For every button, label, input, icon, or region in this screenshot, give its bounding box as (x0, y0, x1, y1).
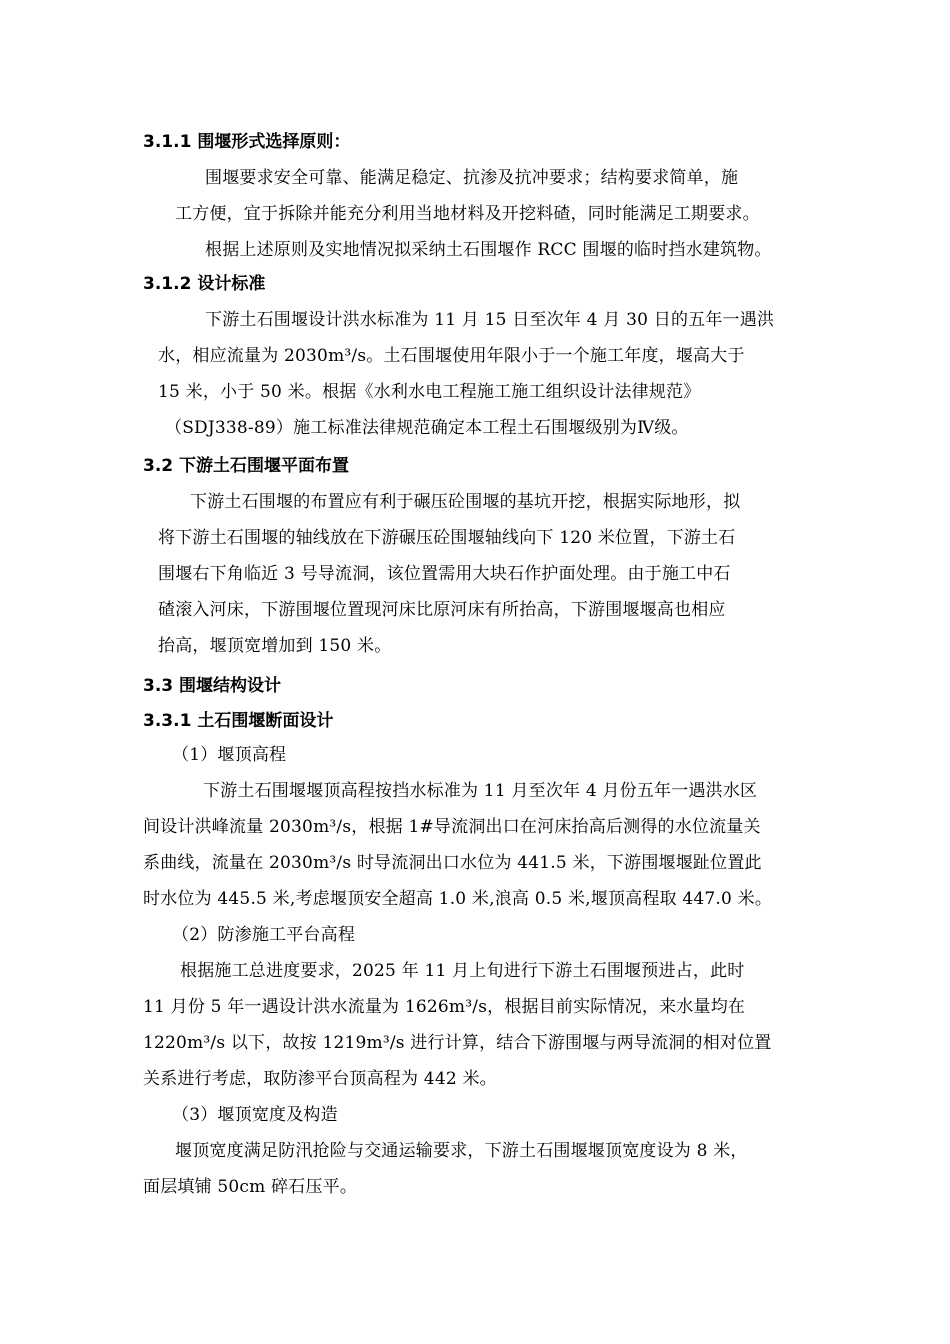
paragraph-line: 15 米，小于 50 米。根据《水利水电工程施工施工组织设计法律规范》 (158, 382, 701, 402)
paragraph-line: 工方便，宜于拆除并能充分利用当地材料及开挖料碴，同时能满足工期要求。 (175, 204, 760, 224)
heading-3-2: 3.2 下游土石围堰平面布置 (143, 456, 350, 476)
subheading: （2）防渗施工平台高程 (172, 925, 356, 945)
subheading: （3）堰顶宽度及构造 (172, 1105, 338, 1125)
paragraph-line: 根据上述原则及实地情况拟采纳土石围堰作 RCC 围堰的临时挡水建筑物。 (205, 240, 772, 260)
paragraph-line: 11 月份 5 年一遇设计洪水流量为 1626m³/s，根据目前实际情况，来水量均在 (143, 997, 746, 1017)
paragraph-line: 系曲线，流量在 2030m³/s 时导流洞出口水位为 441.5 米，下游围堰堰趾位置此 (143, 853, 762, 873)
paragraph-line: 关系进行考虑，取防渗平台顶高程为 442 米。 (143, 1069, 497, 1089)
heading-3-3-1: 3.3.1 土石围堰断面设计 (143, 711, 334, 731)
paragraph-line: 1220m³/s 以下，故按 1219m³/s 进行计算，结合下游围堰与两导流洞的相对位置 (143, 1033, 772, 1053)
heading-3-1-1: 3.1.1 围堰形式选择原则： (143, 132, 351, 152)
paragraph-line: 堰顶宽度满足防汛抢险与交通运输要求，下游土石围堰堰顶宽度设为 8 米， (175, 1141, 748, 1161)
paragraph-line: （SDJ338-89）施工标准法律规范确定本工程土石围堰级别为Ⅳ级。 (165, 418, 689, 438)
paragraph-line: 水，相应流量为 2030m³/s。土石围堰使用年限小于一个施工年度，堰高大于 (158, 346, 745, 366)
paragraph-line: 时水位为 445.5 米,考虑堰顶安全超高 1.0 米,浪高 0.5 米,堰顶高程取 447.0 米。 (143, 889, 773, 909)
subheading: （1）堰顶高程 (172, 745, 287, 765)
paragraph-line: 围堰右下角临近 3 号导流洞，该位置需用大块石作护面处理。由于施工中石 (158, 564, 731, 584)
paragraph-line: 围堰要求安全可靠、能满足稳定、抗渗及抗冲要求；结构要求简单，施 (205, 168, 739, 188)
paragraph-line: 面层填铺 50cm 碎石压平。 (143, 1177, 358, 1197)
paragraph-line: 间设计洪峰流量 2030m³/s，根据 1#导流洞出口在河床抬高后测得的水位流量关 (143, 817, 761, 837)
paragraph-line: 下游土石围堰的布置应有利于碾压砼围堰的基坑开挖，根据实际地形，拟 (190, 492, 741, 512)
paragraph-line: 下游土石围堰堰顶高程按挡水标准为 11 月至次年 4 月份五年一遇洪水区 (203, 781, 758, 801)
paragraph-line: 抬高，堰顶宽增加到 150 米。 (158, 636, 392, 656)
heading-3-3: 3.3 围堰结构设计 (143, 676, 282, 696)
paragraph-line: 下游土石围堰设计洪水标准为 11 月 15 日至次年 4 月 30 日的五年一遇洪 (205, 310, 775, 330)
heading-3-1-2: 3.1.2 设计标准 (143, 274, 266, 294)
paragraph-line: 根据施工总进度要求，2025 年 11 月上旬进行下游土石围堰预进占，此时 (180, 961, 745, 981)
paragraph-line: 碴滚入河床，下游围堰位置现河床比原河床有所抬高，下游围堰堰高也相应 (158, 600, 726, 620)
paragraph-line: 将下游土石围堰的轴线放在下游碾压砼围堰轴线向下 120 米位置，下游土石 (158, 528, 736, 548)
